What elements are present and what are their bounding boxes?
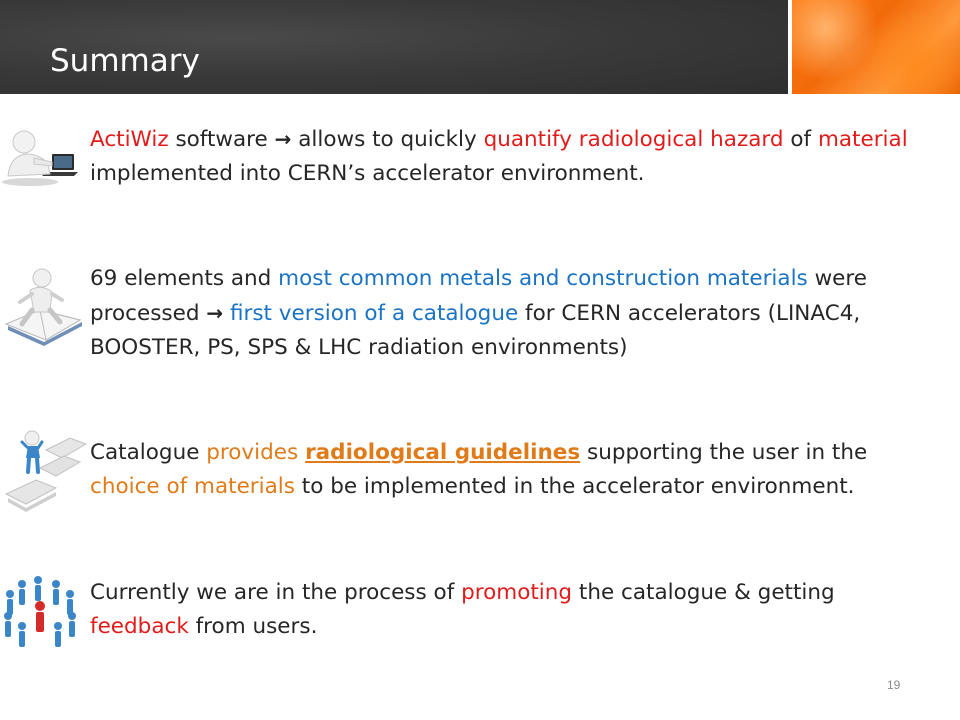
bullet-catalogue-guidelines	[90, 436, 930, 504]
arrow-icon: →	[274, 127, 292, 151]
text-segment: material	[817, 127, 908, 152]
text-segment: Catalogue	[90, 440, 207, 465]
page-number: 19	[887, 678, 901, 692]
text-segment: feedback	[90, 614, 189, 639]
bullet-promoting-catalogue	[90, 576, 930, 644]
header-accent-image	[792, 0, 960, 94]
arrow-icon: →	[206, 301, 224, 325]
bullet-actiwiz	[90, 122, 930, 191]
text-segment: Currently we are in the process of	[90, 580, 462, 605]
person-laptop-icon	[0, 118, 84, 188]
text-segment	[223, 301, 230, 326]
text-segment: choice of materials	[90, 474, 295, 499]
text-segment: the catalogue & getting	[572, 580, 835, 605]
text-segment: provides	[206, 440, 299, 465]
text-segment: most common metals and construction materials	[278, 266, 808, 291]
text-segment: to be implemented in the accelerator environment.	[294, 474, 855, 499]
text-segment: of	[783, 127, 818, 152]
text-segment: software	[168, 127, 275, 152]
text-segment: from users.	[188, 614, 318, 639]
person-puzzle-icon	[0, 424, 90, 512]
text-segment: first version of a catalogue	[229, 301, 519, 326]
text-segment: for CERN accelerators (LINAC4, BOOSTER, PS, SPS & LHC radiation environments)	[90, 301, 861, 360]
person-book-icon	[0, 262, 86, 350]
text-segment: implemented into CERN’s accelerator environment.	[90, 161, 645, 186]
text-segment: were processed	[90, 266, 868, 326]
text-segment: allows to quickly	[291, 127, 484, 152]
text-segment: promoting	[461, 580, 573, 605]
slide-title: Summary	[50, 43, 200, 79]
text-segment: supporting the user in the	[580, 440, 868, 465]
text-segment: ActiWiz	[90, 127, 169, 152]
bullet-elements-processed	[90, 262, 930, 365]
text-segment: 69 elements and	[90, 266, 279, 291]
text-segment: quantify radiological hazard	[483, 127, 784, 152]
people-group-icon	[0, 572, 82, 650]
guidelines-link[interactable]: radiological guidelines	[305, 440, 581, 465]
